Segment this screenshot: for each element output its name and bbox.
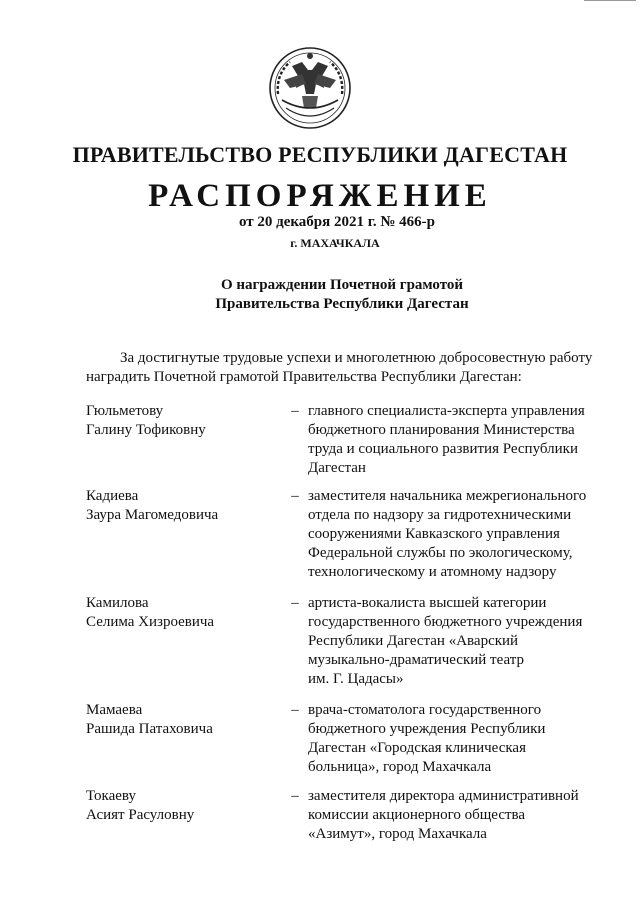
position-line: бюджетного учреждения Республики xyxy=(308,721,546,737)
awardee-position xyxy=(308,701,588,777)
position-line: отдела по надзору за гидротехническими xyxy=(308,507,572,523)
awardee-entry xyxy=(86,594,588,689)
dash-separator: – xyxy=(291,788,299,804)
awardee-surname: Камилова xyxy=(86,595,149,611)
position-line: государственного бюджетного учреждения xyxy=(308,614,583,630)
position-line: Республики Дагестан «Аварский xyxy=(308,633,519,649)
awardee-surname: Токаеву xyxy=(86,788,136,804)
position-line: технологическому и атомному надзору xyxy=(308,564,557,580)
awardee-surname: Гюльметову xyxy=(86,403,164,419)
dash-separator: – xyxy=(291,403,299,419)
position-line: им. Г. Цадасы» xyxy=(308,671,404,687)
coat-of-arms-emblem-icon xyxy=(262,44,358,134)
awardee-name xyxy=(86,701,282,777)
preamble-line: наградить Почетной грамотой Правительства Республики Дагестан: xyxy=(86,369,522,385)
awardee-entry xyxy=(86,402,588,478)
position-line: труда и социального развития Республики xyxy=(308,441,578,457)
awardee-surname: Кадиева xyxy=(86,488,139,504)
position-line: главного специалиста-эксперта управления xyxy=(308,403,585,419)
awardee-name xyxy=(86,594,282,689)
position-line: Федеральной службы по экологическому, xyxy=(308,545,573,561)
preamble xyxy=(86,349,598,387)
dash-separator: – xyxy=(291,488,299,504)
awardee-entry xyxy=(86,787,588,844)
position-line: сооружениями Кавказского управления xyxy=(308,526,560,542)
document-type-title: РАСПОРЯЖЕНИЕ xyxy=(148,178,492,214)
awardee-position xyxy=(308,402,588,478)
position-line: Дагестан xyxy=(308,460,366,476)
position-line: музыкально-драматический театр xyxy=(308,652,524,668)
government-title: ПРАВИТЕЛЬСТВО РЕСПУБЛИКИ ДАГЕСТАН xyxy=(72,142,568,167)
awardee-given-name: Селима Хизроевича xyxy=(86,614,215,630)
position-line: больница», город Махачкала xyxy=(308,759,492,775)
position-line: артиста-вокалиста высшей категории xyxy=(308,595,547,611)
position-line: Дагестан «Городская клиническая xyxy=(308,740,526,756)
awardee-name xyxy=(86,787,282,844)
awardee-position xyxy=(308,787,588,844)
position-line: заместителя начальника межрегионального xyxy=(308,488,587,504)
awardee-given-name: Заура Магомедовича xyxy=(86,507,219,523)
awardee-entry xyxy=(86,701,588,777)
subject-line: Правительства Республики Дагестан xyxy=(215,296,469,312)
document-subject xyxy=(0,276,640,314)
preamble-line: За достигнутые трудовые успехи и многолетнюю добросовестную работу xyxy=(120,350,593,366)
awardee-given-name: Асият Расуловну xyxy=(86,807,195,823)
awardee-name xyxy=(86,402,282,478)
position-line: бюджетного планирования Министерства xyxy=(308,422,575,438)
position-line: «Азимут», город Махачкала xyxy=(308,826,487,842)
awardee-name xyxy=(86,487,282,582)
subject-line: О награждении Почетной грамотой xyxy=(220,277,464,293)
awardee-surname: Мамаева xyxy=(86,702,143,718)
position-line: заместителя директора административной xyxy=(308,788,579,804)
position-line: комиссии акционерного общества xyxy=(308,807,526,823)
date-and-number: от 20 декабря 2021 г. № 466-р xyxy=(238,214,436,230)
dash-separator: – xyxy=(291,702,299,718)
position-line: врача-стоматолога государственного xyxy=(308,702,542,718)
awardee-entry xyxy=(86,487,588,582)
city-line: г. МАХАЧКАЛА xyxy=(290,236,380,250)
awardee-position xyxy=(308,594,588,689)
scan-mark xyxy=(584,0,636,1)
awardee-given-name: Рашида Патаховича xyxy=(86,721,213,737)
dash-separator: – xyxy=(291,595,299,611)
awardee-given-name: Галину Тофиковну xyxy=(86,422,206,438)
awardee-position xyxy=(308,487,588,582)
